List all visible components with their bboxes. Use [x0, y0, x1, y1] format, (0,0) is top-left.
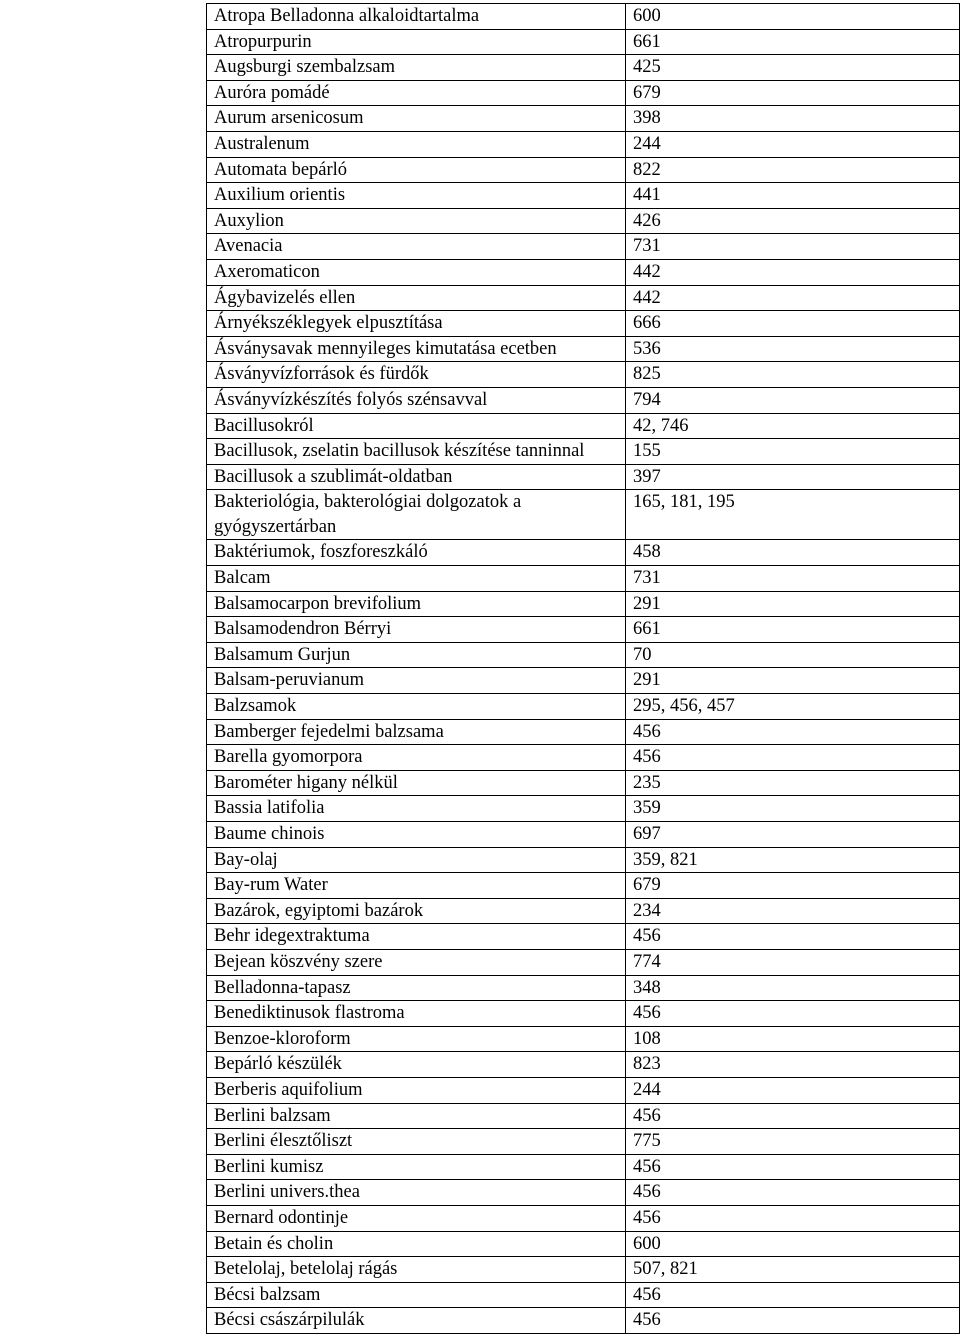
index-row [207, 464, 960, 490]
index-term: Barella gyomorpora [207, 745, 626, 771]
index-page-numbers: 456 [626, 924, 960, 950]
index-page-numbers: 823 [626, 1052, 960, 1078]
index-term: Betelolaj, betelolaj rágás [207, 1257, 626, 1283]
index-term: Atropa Belladonna alkaloidtartalma [207, 4, 626, 30]
index-term: Ásványsavak mennyileges kimutatása ecetben [207, 336, 626, 362]
index-page-numbers: 359 [626, 796, 960, 822]
index-page-numbers: 456 [626, 1103, 960, 1129]
index-term: Bernard odontinje [207, 1205, 626, 1231]
index-term: Bepárló készülék [207, 1052, 626, 1078]
index-page-numbers: 295, 456, 457 [626, 694, 960, 720]
index-page-numbers: 731 [626, 566, 960, 592]
index-row [207, 1308, 960, 1334]
index-page-numbers: 679 [626, 873, 960, 899]
index-term: Bamberger fejedelmi balzsama [207, 719, 626, 745]
index-row [207, 617, 960, 643]
index-row [207, 540, 960, 566]
index-page-numbers: 825 [626, 362, 960, 388]
index-page-numbers: 348 [626, 975, 960, 1001]
index-row [207, 796, 960, 822]
index-page-numbers: 42, 746 [626, 413, 960, 439]
index-row [207, 285, 960, 311]
index-row [207, 1052, 960, 1078]
index-row [207, 1001, 960, 1027]
index-page-numbers: 398 [626, 106, 960, 132]
index-term: Balsamodendron Bérryi [207, 617, 626, 643]
index-term: Bay-rum Water [207, 873, 626, 899]
index-page-numbers: 600 [626, 4, 960, 30]
index-row [207, 1129, 960, 1155]
index-page-numbers: 507, 821 [626, 1257, 960, 1283]
index-term: Bécsi császárpilulák [207, 1308, 626, 1334]
index-term: Barométer higany nélkül [207, 770, 626, 796]
index-term: Ágybavizelés ellen [207, 285, 626, 311]
index-term: Bacillusok, zselatin bacillusok készítése tanninnal [207, 439, 626, 465]
index-row [207, 770, 960, 796]
index-row [207, 362, 960, 388]
index-table [206, 3, 960, 1334]
index-term: Aurum arsenicosum [207, 106, 626, 132]
index-page-numbers: 234 [626, 898, 960, 924]
index-row [207, 924, 960, 950]
index-term: Bay-olaj [207, 847, 626, 873]
index-row [207, 949, 960, 975]
index-row [207, 1231, 960, 1257]
index-term: Ásványvízforrások és fürdők [207, 362, 626, 388]
index-term: Australenum [207, 131, 626, 157]
index-term: Berlini kumisz [207, 1154, 626, 1180]
index-row [207, 1077, 960, 1103]
index-term: Bassia latifolia [207, 796, 626, 822]
index-page-numbers: 697 [626, 822, 960, 848]
index-page-numbers: 456 [626, 1308, 960, 1334]
index-term: Berlini univers.thea [207, 1180, 626, 1206]
index-term: Ásványvízkészítés folyós szénsavval [207, 387, 626, 413]
index-term: Axeromaticon [207, 259, 626, 285]
index-page-numbers: 600 [626, 1231, 960, 1257]
index-row [207, 387, 960, 413]
index-row [207, 106, 960, 132]
index-term: Bacillusokról [207, 413, 626, 439]
index-row [207, 975, 960, 1001]
index-page-numbers: 426 [626, 208, 960, 234]
index-term: Bakteriológia, bakterológiai dolgozatok a gyógyszertárban [207, 490, 626, 540]
index-term: Automata bepárló [207, 157, 626, 183]
index-term: Berlini balzsam [207, 1103, 626, 1129]
index-page-numbers: 108 [626, 1026, 960, 1052]
index-row [207, 719, 960, 745]
index-term: Atropurpurin [207, 29, 626, 55]
index-term: Balsamocarpon brevifolium [207, 591, 626, 617]
index-term: Auróra pomádé [207, 80, 626, 106]
index-row [207, 234, 960, 260]
index-row [207, 131, 960, 157]
index-table-body [207, 4, 960, 1334]
index-term: Betain és cholin [207, 1231, 626, 1257]
index-page-numbers: 456 [626, 1282, 960, 1308]
index-row [207, 822, 960, 848]
index-row [207, 29, 960, 55]
index-page-numbers: 794 [626, 387, 960, 413]
index-page-numbers: 456 [626, 1001, 960, 1027]
index-row [207, 566, 960, 592]
index-row [207, 745, 960, 771]
index-page-numbers: 456 [626, 719, 960, 745]
index-row [207, 80, 960, 106]
index-term: Berlini élesztőliszt [207, 1129, 626, 1155]
index-page-numbers: 235 [626, 770, 960, 796]
index-term: Baktériumok, foszforeszkáló [207, 540, 626, 566]
index-term: Auxilium orientis [207, 183, 626, 209]
index-page-numbers: 397 [626, 464, 960, 490]
index-page-numbers: 666 [626, 311, 960, 337]
index-row [207, 847, 960, 873]
index-page-numbers: 822 [626, 157, 960, 183]
index-row [207, 1205, 960, 1231]
index-row [207, 668, 960, 694]
index-row [207, 311, 960, 337]
index-term: Belladonna-tapasz [207, 975, 626, 1001]
index-term: Benzoe-kloroform [207, 1026, 626, 1052]
index-term: Árnyékszéklegyek elpusztítása [207, 311, 626, 337]
index-row [207, 55, 960, 81]
index-term: Berberis aquifolium [207, 1077, 626, 1103]
index-term: Auxylion [207, 208, 626, 234]
index-row [207, 898, 960, 924]
index-term: Balsamum Gurjun [207, 642, 626, 668]
index-row [207, 490, 960, 540]
index-page-numbers: 70 [626, 642, 960, 668]
index-page-numbers: 291 [626, 668, 960, 694]
index-page-numbers: 291 [626, 591, 960, 617]
index-row [207, 259, 960, 285]
index-row [207, 413, 960, 439]
index-page-numbers: 536 [626, 336, 960, 362]
index-row [207, 642, 960, 668]
index-page-numbers: 456 [626, 1205, 960, 1231]
index-row [207, 336, 960, 362]
index-term: Balcam [207, 566, 626, 592]
index-page-numbers: 359, 821 [626, 847, 960, 873]
index-row [207, 439, 960, 465]
index-term: Bejean köszvény szere [207, 949, 626, 975]
index-page-numbers: 442 [626, 285, 960, 311]
index-page-numbers: 775 [626, 1129, 960, 1155]
index-term: Balsam-peruvianum [207, 668, 626, 694]
index-row [207, 1103, 960, 1129]
index-page-numbers: 441 [626, 183, 960, 209]
index-page-numbers: 155 [626, 439, 960, 465]
index-page-numbers: 731 [626, 234, 960, 260]
index-row [207, 4, 960, 30]
index-row [207, 208, 960, 234]
index-row [207, 1257, 960, 1283]
index-row [207, 157, 960, 183]
index-row [207, 1026, 960, 1052]
index-page-numbers: 165, 181, 195 [626, 490, 960, 540]
index-row [207, 1180, 960, 1206]
index-term: Bazárok, egyiptomi bazárok [207, 898, 626, 924]
index-row [207, 183, 960, 209]
index-page-numbers: 244 [626, 1077, 960, 1103]
index-page-numbers: 425 [626, 55, 960, 81]
index-term: Bacillusok a szublimát-oldatban [207, 464, 626, 490]
index-page-numbers: 244 [626, 131, 960, 157]
index-page-numbers: 661 [626, 29, 960, 55]
index-term: Bécsi balzsam [207, 1282, 626, 1308]
index-row [207, 591, 960, 617]
index-page-numbers: 456 [626, 1154, 960, 1180]
index-page-numbers: 661 [626, 617, 960, 643]
index-row [207, 1154, 960, 1180]
index-page-numbers: 458 [626, 540, 960, 566]
index-page-numbers: 442 [626, 259, 960, 285]
index-term: Behr idegextraktuma [207, 924, 626, 950]
index-term: Avenacia [207, 234, 626, 260]
index-term: Augsburgi szembalzsam [207, 55, 626, 81]
index-page-numbers: 774 [626, 949, 960, 975]
index-term: Benediktinusok flastroma [207, 1001, 626, 1027]
index-row [207, 873, 960, 899]
index-term: Baume chinois [207, 822, 626, 848]
index-page-numbers: 456 [626, 745, 960, 771]
index-row [207, 694, 960, 720]
index-term: Balzsamok [207, 694, 626, 720]
index-page-numbers: 456 [626, 1180, 960, 1206]
index-page-numbers: 679 [626, 80, 960, 106]
